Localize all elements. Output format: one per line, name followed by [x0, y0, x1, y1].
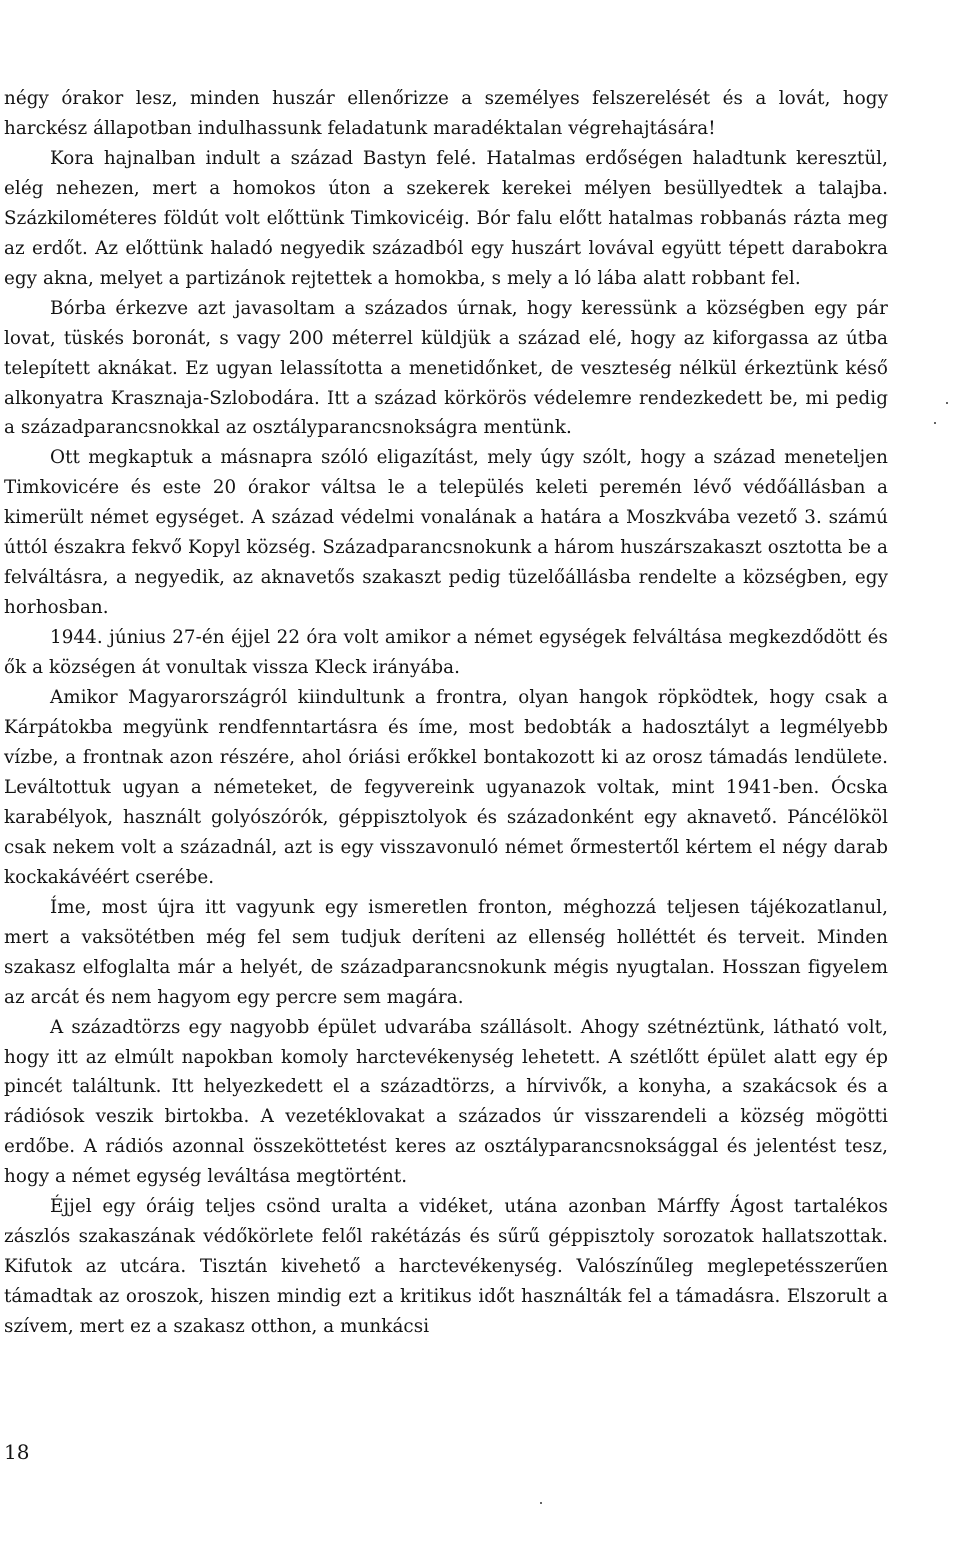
- paragraph: A századtörzs egy nagyobb épület udvarába szállásolt. Ahogy szétnéztünk, látható volt, hogy itt az elmúlt napokban komoly harctevékenység lehetett. A szétlőtt épület alatt egy ép pincét találtunk. Itt helyezkedett el a századtörzs, a hírvivők, a konyha, a szakácsok és a rádiósok veszik birtokba. A vezetéklovakat a százados úr visszarendeli a község mögötti erdőbe. A rádiós azonnal összeköttetést keres az osztályparancsnoksággal és jelentést tesz, hogy a német egység leváltása megtörtént.: [4, 1016, 888, 1188]
- paragraph: Kora hajnalban indult a század Bastyn felé. Hatalmas erdőségen haladtunk keresztül, elég nehezen, mert a homokos úton a szekerek kerekei mélyen besüllyedtek a talajba. Százkilométeres földút volt előttünk Timkovicéig. Bór falu előtt hatalmas robbanás rázta meg az erdőt. Az előttünk haladó negyedik századból egy huszárt lovával együtt tépett darabokra egy akna, melyet a partizánok rejtettek a homokba, s mely a ló lába alatt robbant fel.: [4, 147, 888, 289]
- paragraph: Íme, most újra itt vagyunk egy ismeretlen fronton, méghozzá teljesen tájékozatlanul, mert a vaksötétben még fel sem tudjuk deríteni az ellenség holléttét és terveit. Minden szakasz elfoglalta már a helyét, de századparancsnokunk mégis nyugtalan. Hosszan figyelem az arcát és nem hagyom egy percre sem magára.: [4, 896, 888, 1008]
- paragraph: Amikor Magyarországról kiindultunk a frontra, olyan hangok röpködtek, hogy csak a Kárpátokba megyünk rendfenntartásra és íme, most bedobták a hadosztályt a legmélyebb vízbe, a frontnak azon részére, ahol óriási erőkkel bontakozott ki az orosz támadás lendülete. Leváltottuk ugyan a németeket, de fegyvereink ugyanazok voltak, mint 1941-ben. Ócska karabélyok, használt golyószórók, géppisztolyok és századonként egy aknavető. Páncélököl csak nekem volt a századnál, azt is egy visszavonuló német őrmestertől kértem el négy darab kockakávéért cserébe.: [4, 687, 888, 888]
- scan-speck: [946, 402, 948, 404]
- body-text: [4, 84, 888, 1342]
- paragraph: négy órakor lesz, minden huszár ellenőrizze a személyes felszerelését és a lovát, hogy harckész állapotban indulhassunk feladatunk maradéktalan végrehajtására!: [4, 88, 888, 139]
- paragraph: Ott megkaptuk a másnapra szóló eligazítást, mely úgy szólt, hogy a század meneteljen Timkovicére és este 20 órakor váltsa le a település keleti peremén lévő védőállásban a kimerült német egységet. A század védelmi vonalának a határa a Moszkvába vezető 3. számú úttól északra fekvő Kopyl község. Századparancsnokunk a három huszárszakaszt osztotta be a felváltásra, a negyedik, az aknavetős szakaszt pedig tüzelőállásba rendelte a községben, egy horhosban.: [4, 447, 888, 619]
- scan-speck: [540, 1502, 542, 1504]
- paragraph: 1944. június 27-én éjjel 22 óra volt amikor a német egységek felváltása megkezdődött és ők a községen át vonultak vissza Kleck irányába.: [4, 627, 888, 679]
- page-number: 18: [4, 1440, 30, 1464]
- paragraph: Bórba érkezve azt javasoltam a százados úrnak, hogy keressünk a községben egy pár lovat, tüskés boronát, s vagy 200 méterrel küldjük a század elé, hogy az kiforgassa az útba telepített aknákat. Ez ugyan lelassította a menetidőnket, de veszteség nélkül érkeztünk késő alkonyatra Krasznaja-Szlobodára. Itt a század körkörös védelemre rendezkedett be, mi pedig a századparancsnokkal az osztályparancsnokságra mentünk.: [4, 297, 888, 439]
- scan-speck: [934, 422, 936, 424]
- paragraph: Éjjel egy óráig teljes csönd uralta a vidéket, utána azonban Márffy Ágost tartalékos zászlós szakaszának védőkörlete felől rakétázás és sűrű géppisztoly sorozatok hallatszottak. Kifutok az utcára. Tisztán kivehető a harctevékenység. Valószínűleg meglepetésszerűen támadtak az oroszok, hiszen mindig ezt a kritikus időt használták fel a támadásra. Elszorult a szívem, mert ez a szakasz otthon, a munkácsi: [4, 1196, 888, 1338]
